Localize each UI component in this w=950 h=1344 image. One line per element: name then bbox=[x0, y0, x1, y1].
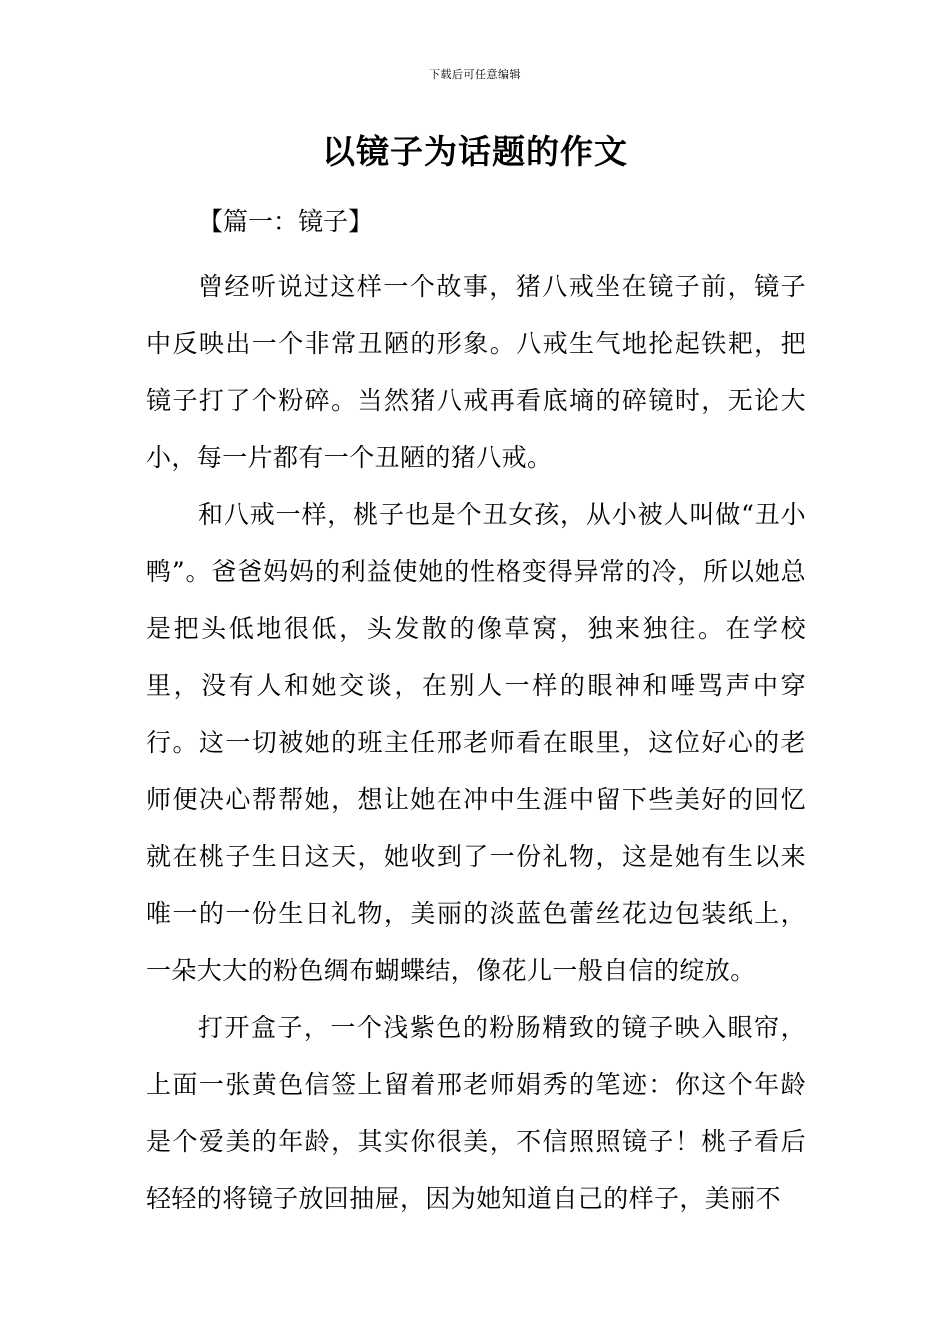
section-heading: 【篇一：镜子】 bbox=[198, 207, 374, 236]
document-title: 以镜子为话题的作文 bbox=[322, 132, 628, 171]
paragraph: 和八戒一样，桃子也是个丑女孩，从小被人叫做“丑小鸭”。爸爸妈妈的利益使她的性格变得异常的冷，所以她总是把头低地很低，头发散的像草窝，独来独往。在学校里，没有人和她交谈，在别人一样的眼神和唾骂声中穿行。这一切被她的班主任邢老师看在眼里，这位好心的老师便决心帮帮她，想让她在冲中生涯中留下些美好的回忆就在桃子生日这天，她收到了一份礼物，这是她有生以来唯一的一份生日礼物，美丽的淡蓝色蕾丝花边包装纸上，一朵大大的粉色绸布蝴蝶结，像花儿一般自信的绽放。 bbox=[146, 500, 806, 985]
paragraph: 打开盒子，一个浅紫色的粉肠精致的镜子映入眼帘，上面一张黄色信签上留着邢老师娟秀的笔迹：你这个年龄是个爱美的年龄，其实你很美，不信照照镜子！桃子看后轻轻的将镜子放回抽屉，因为她知道自己的样子，美丽不 bbox=[146, 1013, 806, 1213]
header-note: 下载后可任意编辑 bbox=[429, 68, 521, 81]
body-text bbox=[146, 258, 806, 1227]
paragraph: 曾经听说过这样一个故事，猪八戒坐在镜子前，镜子中反映出一个非常丑陋的形象。八戒生气地抡起铁耙，把镜子打了个粉碎。当然猪八戒再看底墒的碎镜时，无论大小，每一片都有一个丑陋的猪八戒。 bbox=[146, 272, 806, 472]
